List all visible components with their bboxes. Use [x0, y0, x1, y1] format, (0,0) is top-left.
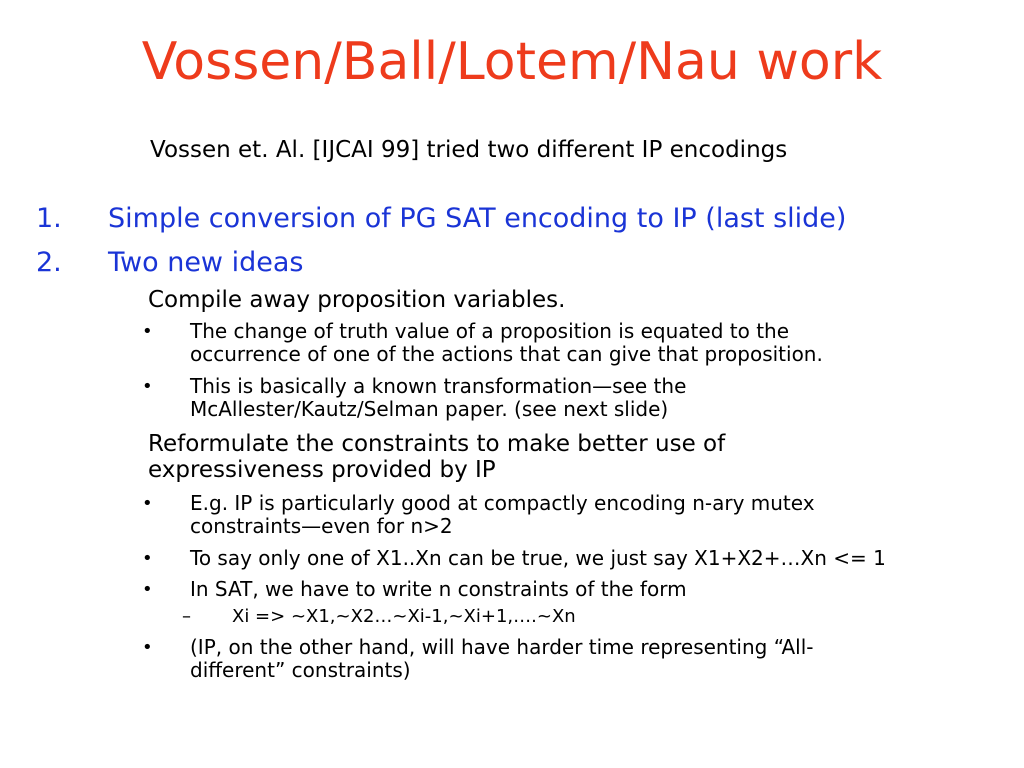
bullet-item-1-text: The change of truth value of a proposition is equated to the occurrence of one of the actions that can give that proposition. — [190, 319, 823, 366]
slide-title: Vossen/Ball/Lotem/Nau work — [141, 32, 883, 92]
bullet-dot: • — [142, 637, 153, 658]
bullet-item-5 — [142, 578, 1002, 601]
numbered-item-2-number: 2. — [36, 247, 62, 278]
bullet-item-5-text: In SAT, we have to write n constraints of the form — [190, 577, 687, 601]
dash-mark: – — [182, 606, 191, 627]
numbered-item-2 — [36, 245, 303, 281]
numbered-item-1-number: 1. — [36, 203, 62, 234]
bullet-item-3-text: E.g. IP is particularly good at compactly encoding n-ary mutex constraints—even for n>2 — [190, 491, 815, 538]
bullet-item-1 — [142, 320, 1002, 366]
bullet-item-2 — [142, 375, 1002, 421]
subhead-reformulate: Reformulate the constraints to make better use of expressiveness provided by IP — [148, 431, 726, 483]
bullet-item-4 — [142, 547, 1002, 570]
bullet-dot: • — [142, 579, 153, 600]
bullet-item-6-text: (IP, on the other hand, will have harder time representing “All- different” constraints) — [190, 635, 814, 682]
bullet-dot: • — [142, 548, 153, 569]
subhead-compile-away: Compile away proposition variables. — [148, 287, 566, 313]
slide-subtitle: Vossen et. Al. [IJCAI 99] tried two different IP encodings — [150, 137, 788, 163]
bullet-dot: • — [142, 376, 153, 397]
numbered-item-1-text: Simple conversion of PG SAT encoding to IP (last slide) — [108, 203, 847, 234]
bullet-dot: • — [142, 493, 153, 514]
sub-bullet-text: Xi => ~X1,~X2…~Xi-1,~Xi+1,….~Xn — [232, 606, 576, 627]
bullet-item-6 — [142, 636, 1002, 682]
bullet-dot: • — [142, 321, 153, 342]
bullet-item-2-text: This is basically a known transformation—see the McAllester/Kautz/Selman paper. (see next slide) — [190, 374, 687, 421]
sub-bullet-item — [182, 606, 576, 628]
bullet-item-4-text: To say only one of X1..Xn can be true, we just say X1+X2+…Xn <= 1 — [190, 546, 886, 570]
numbered-item-2-text: Two new ideas — [108, 247, 304, 278]
bullet-item-3 — [142, 492, 1002, 538]
numbered-item-1 — [36, 201, 846, 237]
